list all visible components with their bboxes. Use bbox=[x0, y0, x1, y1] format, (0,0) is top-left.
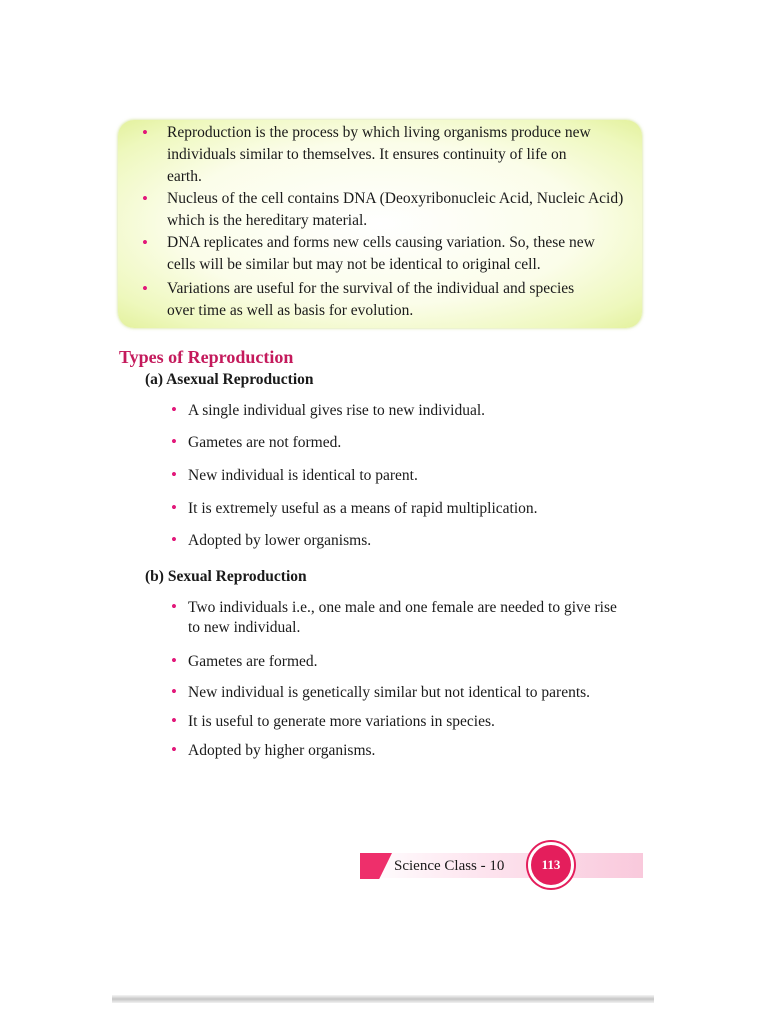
bullet-icon: • bbox=[171, 432, 177, 451]
asexual-heading: (a) Asexual Reproduction bbox=[145, 371, 314, 388]
sexual-item: Adopted by higher organisms. bbox=[188, 742, 376, 759]
summary-box bbox=[118, 120, 642, 328]
sexual-item-line: Two individuals i.e., one male and one female are needed to give rise bbox=[188, 599, 617, 616]
asexual-item: Adopted by lower organisms. bbox=[188, 532, 372, 549]
bottom-divider bbox=[112, 995, 654, 1003]
asexual-item: A single individual gives rise to new individual. bbox=[188, 402, 486, 419]
sexual-item: Gametes are formed. bbox=[188, 653, 318, 670]
summary-line: earth. bbox=[167, 168, 202, 185]
asexual-item: New individual is identical to parent. bbox=[188, 467, 418, 484]
summary-item-3 bbox=[167, 232, 637, 276]
sexual-heading: (b) Sexual Reproduction bbox=[145, 568, 307, 585]
summary-line: DNA replicates and forms new cells causing variation. So, these new bbox=[167, 234, 595, 251]
summary-line: cells will be similar but may not be identical to original cell. bbox=[167, 256, 541, 273]
summary-item-4 bbox=[167, 278, 637, 322]
summary-line: Nucleus of the cell contains DNA (Deoxyribonucleic Acid, Nucleic Acid) bbox=[167, 190, 624, 207]
bullet-icon: • bbox=[171, 400, 177, 419]
bullet-icon: • bbox=[142, 189, 148, 208]
bullet-icon: • bbox=[142, 279, 148, 298]
section-title: Types of Reproduction bbox=[119, 347, 294, 367]
page-number-badge bbox=[528, 842, 574, 888]
page-number: 113 bbox=[541, 857, 561, 872]
bullet-icon: • bbox=[171, 465, 177, 484]
summary-line: which is the hereditary material. bbox=[167, 212, 368, 229]
sexual-item bbox=[188, 598, 658, 638]
bullet-icon: • bbox=[171, 498, 177, 517]
bullet-icon: • bbox=[171, 597, 177, 616]
bullet-icon: • bbox=[171, 651, 177, 670]
summary-line: Reproduction is the process by which living organisms produce new bbox=[167, 124, 591, 141]
asexual-item: Gametes are not formed. bbox=[188, 434, 342, 451]
sexual-item: It is useful to generate more variations in species. bbox=[188, 713, 495, 730]
summary-item-1 bbox=[167, 122, 637, 188]
bullet-icon: • bbox=[171, 711, 177, 730]
summary-line: over time as well as basis for evolution. bbox=[167, 302, 414, 319]
bullet-icon: • bbox=[171, 740, 177, 759]
summary-line: individuals similar to themselves. It ensures continuity of life on bbox=[167, 146, 567, 163]
summary-item-2 bbox=[167, 188, 637, 232]
bullet-icon: • bbox=[142, 233, 148, 252]
bullet-icon: • bbox=[142, 123, 148, 142]
bullet-icon: • bbox=[171, 530, 177, 549]
sexual-item: New individual is genetically similar but not identical to parents. bbox=[188, 684, 591, 701]
sexual-item-line: to new individual. bbox=[188, 619, 301, 636]
summary-line: Variations are useful for the survival of the individual and species bbox=[167, 280, 575, 297]
footer-label: Science Class - 10 bbox=[394, 858, 505, 874]
asexual-item: It is extremely useful as a means of rapid multiplication. bbox=[188, 500, 538, 517]
bullet-icon: • bbox=[171, 682, 177, 701]
